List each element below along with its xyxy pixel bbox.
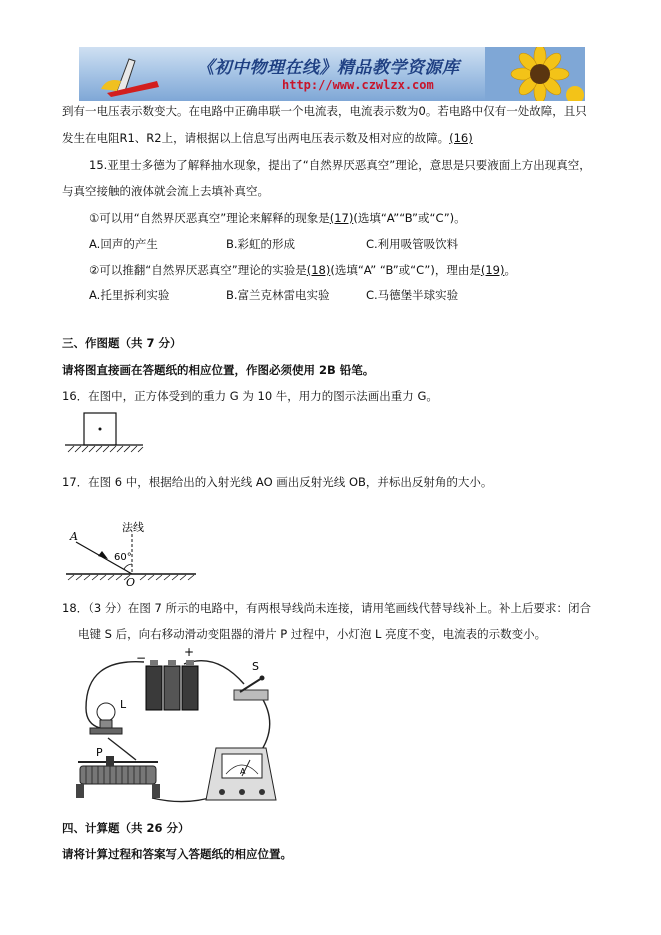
header-banner — [79, 47, 585, 101]
q15-line1: 15.亚里士多德为了解释抽水现象，提出了“自然界厌恶真空”理论，意思是只要液面上方出现真空， — [89, 158, 591, 172]
blank-17: (17) — [329, 211, 354, 225]
q17-text: 17．在图 6 中，根据给出的入射光线 AO 画出反射光线 OB，并标出反射角的大小。 — [62, 475, 493, 489]
banner-url[interactable]: http://www.czwlzx.com — [282, 78, 434, 92]
ground-hatch — [68, 446, 143, 452]
blank-18: (18) — [306, 263, 331, 277]
battery-minus-label: − — [136, 651, 147, 665]
center-of-gravity-dot — [99, 428, 102, 431]
q16-cube-figure — [62, 405, 146, 453]
banner-title: 《初中物理在线》精品教学资源库 — [197, 58, 460, 78]
q15-sub1-option-c: C.利用吸管吸饮料 — [366, 237, 459, 251]
q14-line1: 到有一电压表示数变大。在电路中正确串联一个电流表，电流表示数为0。若电路中仅有一处故障，且只 — [62, 104, 587, 118]
site-logo-icon — [87, 51, 177, 97]
q18-line2: 电键 S 后，向右移动滑动变阻器的滑片 P 过程中，小灯泡 L 亮度不变，电流表的示数变小。 — [78, 627, 547, 641]
sunflower-icon — [485, 47, 585, 101]
q15-line2: 与真空接触的液体就会流上去填补真空。 — [62, 184, 269, 198]
q14-line2-text: 发生在电阻R1、R2上，请根据以上信息写出两电压表示数及相对应的故障。 — [62, 131, 450, 145]
battery-plus-label: + — [184, 648, 195, 659]
q15-sub2-option-c: C.马德堡半球实验 — [366, 288, 459, 302]
section-4-heading: 四、计算题（共 26 分） — [62, 821, 190, 835]
section-3-heading: 三、作图题（共 7 分） — [62, 336, 182, 350]
section-3-instruction: 请将图直接画在答题纸的相应位置，作图必须使用 2B 铅笔。 — [62, 363, 375, 377]
battery-icon — [146, 660, 198, 710]
q15-sub2-option-b: B.富兰克林雷电实验 — [226, 288, 330, 302]
switch-label: S — [252, 660, 259, 673]
q15-sub1 — [89, 210, 466, 226]
q15-sub2-option-a: A.托里拆利实验 — [89, 288, 170, 302]
blank-19: (19) — [480, 263, 505, 277]
fig7-circuit-figure — [66, 648, 286, 808]
fig6-point-a-label: A — [70, 530, 78, 543]
fig6-normal-label: 法线 — [122, 521, 144, 534]
fig6-point-o-label: O — [126, 576, 136, 586]
q15-sub1-option-b: B.彩虹的形成 — [226, 237, 296, 251]
fig6-reflection-figure — [62, 520, 202, 586]
q15-sub2-end: 。 — [504, 263, 516, 277]
q16-text: 16．在图中，正方体受到的重力 G 为 10 牛，用力的图示法画出重力 G。 — [62, 389, 438, 403]
q14-line2 — [62, 130, 473, 146]
section-4-instruction: 请将计算过程和答案写入答题纸的相应位置。 — [62, 847, 292, 861]
fig6-angle-label: 60° — [114, 552, 132, 563]
lamp-label: L — [120, 698, 127, 711]
angle-arc — [124, 564, 132, 569]
blank-16: (16) — [449, 131, 473, 145]
q15-sub2 — [89, 262, 516, 278]
slider-label: P — [96, 746, 103, 759]
q15-sub1-prompt: ①可以用“自然界厌恶真空”理论来解释的现象是 — [89, 211, 330, 225]
ammeter-label: A — [240, 767, 246, 776]
q15-sub1-option-a: A.回声的产生 — [89, 237, 158, 251]
q15-sub1-hint: (选填“A”“B”或“C”)。 — [353, 211, 466, 225]
q15-sub2-prompt: ②可以推翻“自然界厌恶真空”理论的实验是 — [89, 263, 307, 277]
q18-line1: 18．（3 分）在图 7 所示的电路中，有两根导线尚未连接，请用笔画线代替导线补上。补上后要求：闭合 — [62, 601, 591, 615]
q15-sub2-hint: (选填“A” “B”或“C”)，理由是 — [330, 263, 481, 277]
